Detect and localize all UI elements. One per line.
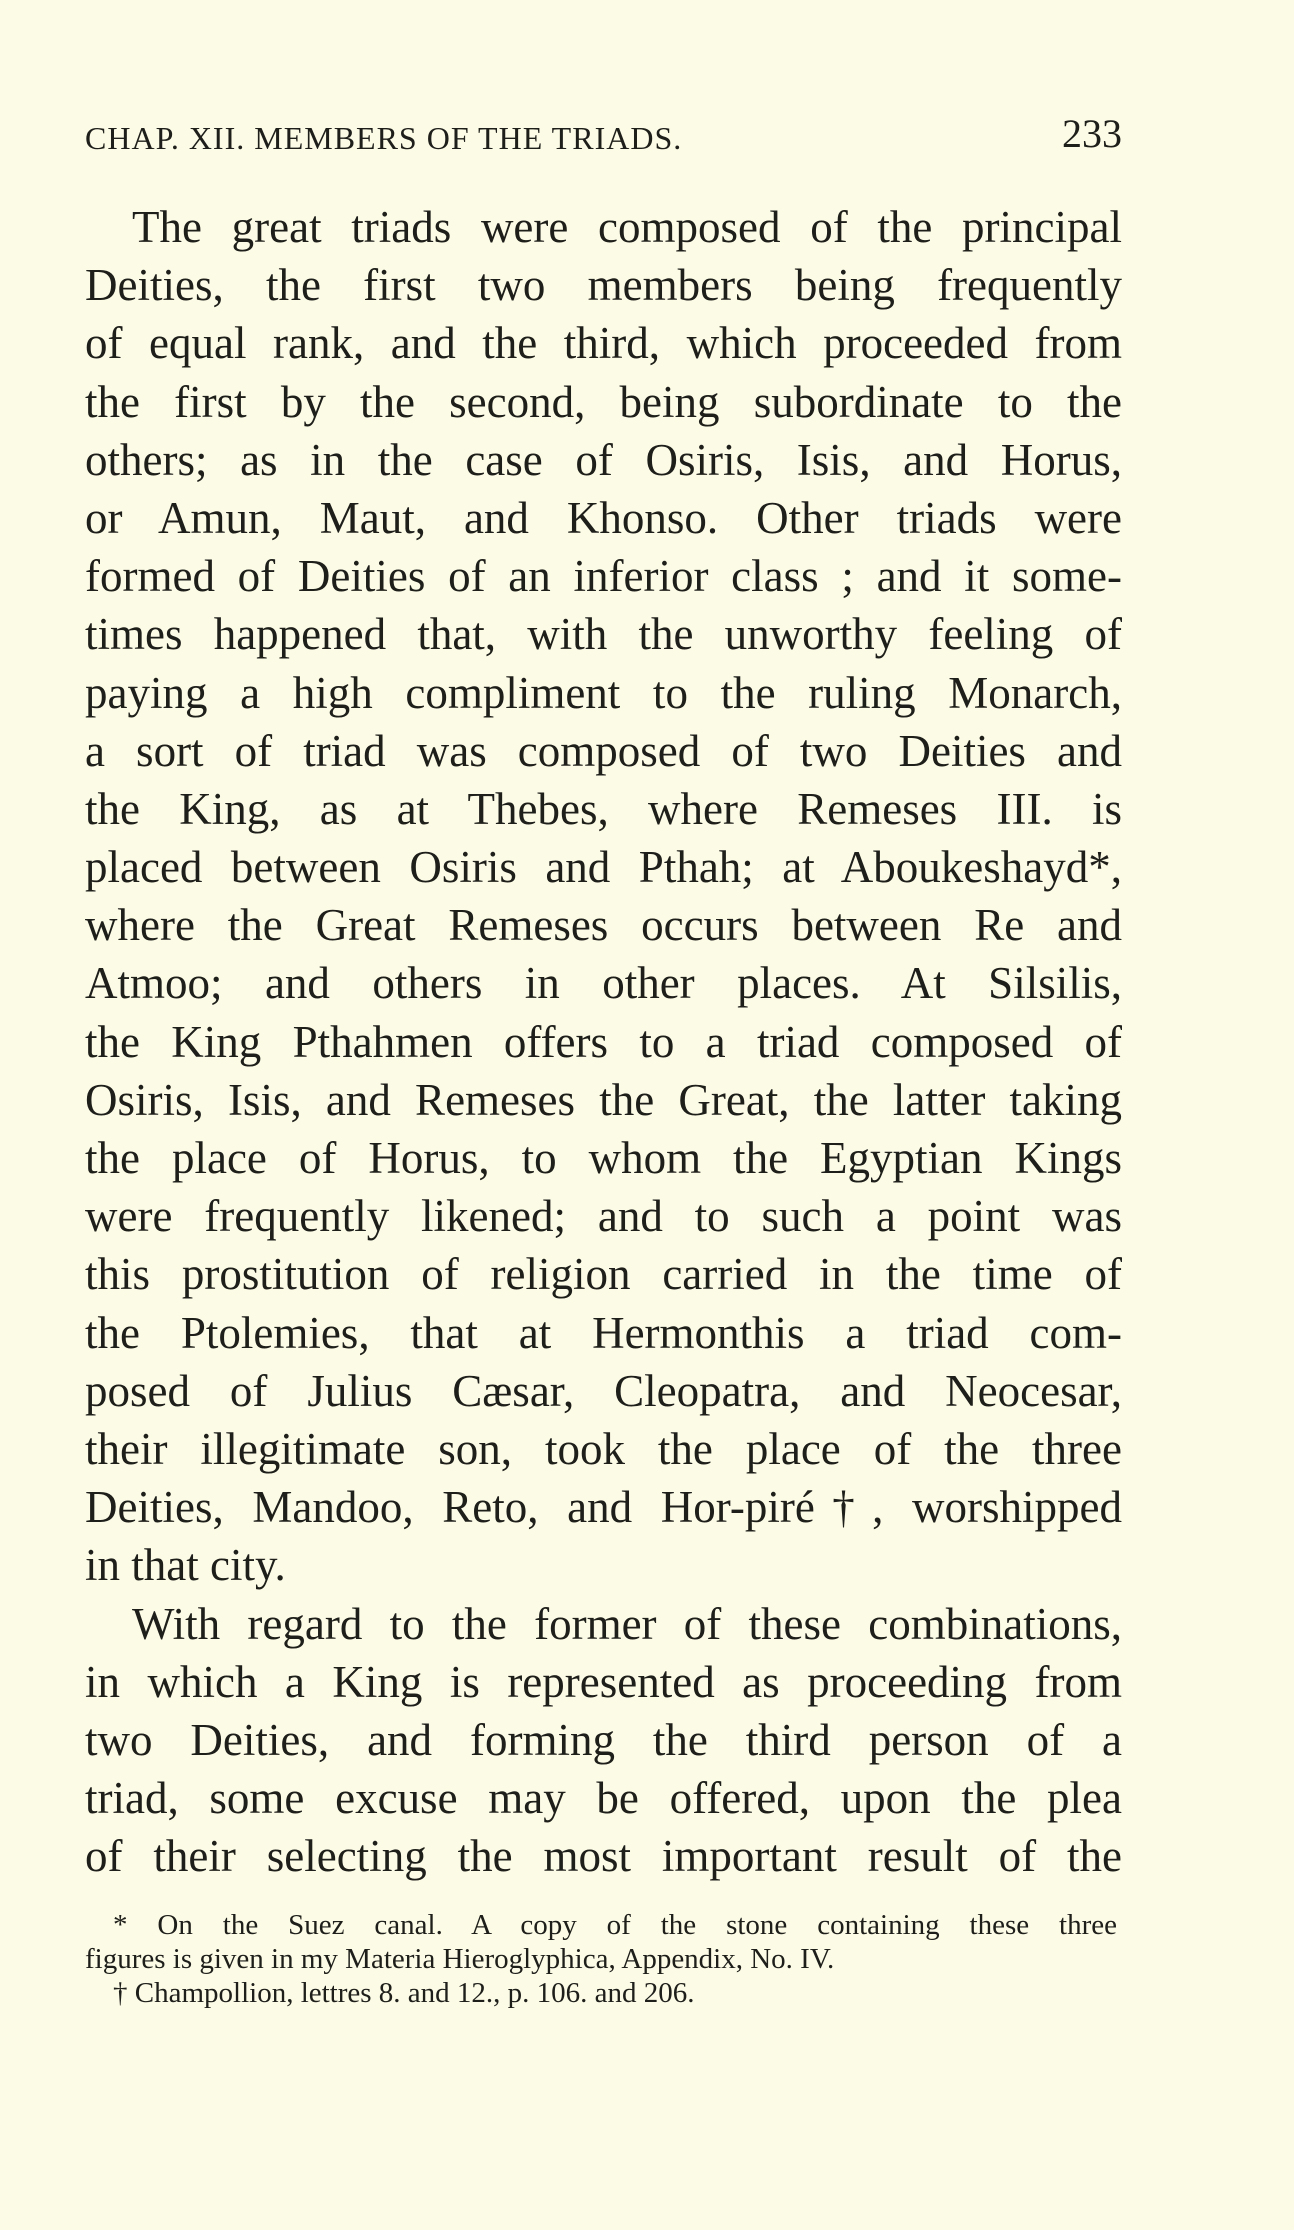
text-line: Deities, the first two members being frequently (85, 260, 1122, 311)
text-line: the first by the second, being subordinate to the (85, 376, 1122, 427)
footnote-line: † Champollion, lettres 8. and 12., p. 106. and 206. (113, 1977, 695, 2009)
text-line: times happened that, with the unworthy feeling of (85, 609, 1122, 660)
text-line: others; as in the case of Osiris, Isis, and Horus, (85, 434, 1122, 485)
text-line: triad, some excuse may be offered, upon the plea (85, 1773, 1122, 1824)
text-line: Atmoo; and others in other places. At Silsilis, (85, 958, 1122, 1009)
text-line: formed of Deities of an inferior class ; and it some- (85, 551, 1122, 602)
text-line: With regard to the former of these combinations, (132, 1598, 1122, 1649)
running-title: CHAP. XII. MEMBERS OF THE TRIADS. (85, 120, 683, 156)
text-line: the place of Horus, to whom the Egyptian Kings (85, 1133, 1122, 1183)
text-line: a sort of triad was composed of two Deities and (85, 725, 1122, 776)
text-line: The great triads were composed of the principal (132, 202, 1122, 252)
text-line: of their selecting the most important result of the (85, 1831, 1122, 1882)
text-line: this prostitution of religion carried in the time of (85, 1249, 1122, 1300)
text-line: placed between Osiris and Pthah; at Aboukeshayd*, (85, 842, 1122, 893)
page-number: 233 (1062, 111, 1122, 156)
text-line: the Ptolemies, that at Hermonthis a triad com- (85, 1307, 1122, 1358)
text-line: in that city. (85, 1540, 286, 1591)
footnotes (85, 1908, 1117, 2010)
footnote-line: figures is given in my Materia Hieroglyphica, Appendix, No. IV. (85, 1943, 835, 1975)
text-line: paying a high compliment to the ruling Monarch, (85, 667, 1122, 718)
text-line: Osiris, Isis, and Remeses the Great, the latter taking (85, 1074, 1122, 1125)
text-line: Deities, Mandoo, Reto, and Hor-piré†, worshipped (85, 1482, 1122, 1533)
running-header (85, 111, 1122, 160)
text-line: the King, as at Thebes, where Remeses III. is (85, 783, 1122, 834)
body-text (85, 198, 1122, 1885)
text-line: or Amun, Maut, and Khonso. Other triads were (85, 492, 1122, 543)
text-line: two Deities, and forming the third person of a (85, 1714, 1122, 1765)
text-line: in which a King is represented as proceeding from (85, 1656, 1122, 1707)
text-line: the King Pthahmen offers to a triad composed of (85, 1016, 1122, 1067)
text-line: their illegitimate son, took the place of the three (85, 1423, 1122, 1474)
footnote-line: * On the Suez canal. A copy of the stone containing these three (113, 1909, 1117, 1941)
text-line: posed of Julius Cæsar, Cleopatra, and Neocesar, (85, 1365, 1122, 1416)
text-line: were frequently likened; and to such a point was (85, 1191, 1122, 1242)
text-line: where the Great Remeses occurs between Re and (85, 900, 1122, 951)
text-line: of equal rank, and the third, which proceeded from (85, 318, 1122, 369)
